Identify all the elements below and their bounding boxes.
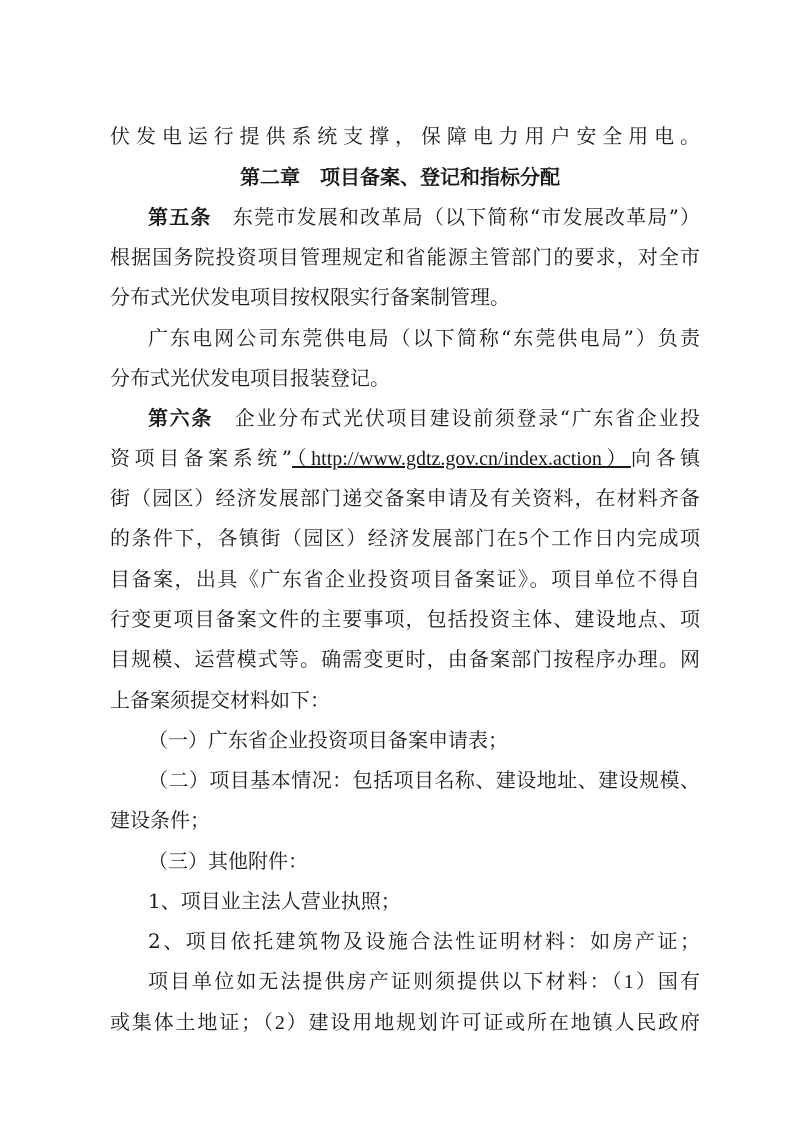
text-run: 东莞市发展和改革局（以下简称“市发展改革局”） [232,205,701,229]
text-run: （二）项目基本情况：包括项目名称、建设地址、建设规模、 [148,768,700,792]
text-run: 街（园区）经济发展部门递交备案申请及有关资料，在材料齐备 [110,486,700,510]
paragraph-line [110,1008,700,1037]
text-run: 资项目备案系统” [110,446,293,470]
text-run: 行变更项目备案文件的主要事项，包括投资主体、建设地点、项 [110,607,700,631]
text-run: 企业分布式光伏项目建设前须登录“广东省企业投 [234,406,700,430]
chapter-title: 第二章 项目备案、登记和指标分配 [240,165,560,189]
system-url-link[interactable]: （http://www.gdtz.gov.cn/index.action） [292,448,631,470]
text-run: 伏发电运行提供系统支撑，保障电力用户安全用电。 [110,124,700,148]
text-run: ）国有 [633,969,701,993]
text-run: 2、项目依托建筑物及设施合法性证明材料：如房产证； [148,929,700,953]
article-5-line [148,203,700,231]
paragraph-line [110,122,700,150]
text-run: 2 [274,1012,285,1034]
text-run: 分布式光伏发电项目报装登记。 [110,366,390,390]
article-5-line [110,283,700,311]
paragraph-line [110,364,700,392]
article-6-line [110,565,700,593]
text-run: 个工作日内完成项 [528,526,701,550]
article-6-label: 第六条 [148,406,214,430]
article-6-line [110,524,700,553]
text-run: 上备案须提交材料如下： [110,688,330,712]
text-run: 建设条件； [110,808,210,832]
article-6-line [110,605,700,633]
article-6-line [110,645,700,673]
text-run: （三）其他附件： [148,849,308,873]
list-item [148,847,700,875]
article-6-line [110,686,700,714]
paragraph-line [148,967,700,996]
article-5-label: 第五条 [148,205,212,229]
article-5-line [110,243,700,271]
paragraph-line [148,324,700,352]
text-run: 的条件下，各镇街（园区）经济发展部门在 [110,526,519,550]
text-run: 根据国务院投资项目管理规定和省能源主管部门的要求，对全市 [110,245,700,269]
article-6-line [110,484,700,512]
text-run: 1 [623,971,634,993]
list-item [148,726,700,754]
list-item [110,806,700,834]
article-6-line [148,404,700,432]
text-run: 广东电网公司东莞供电局（以下简称“东莞供电局”）负责 [148,326,700,350]
text-run: 向各镇 [630,446,701,470]
text-run: 项目单位如无法提供房产证则须提供以下材料：（ [148,969,624,993]
text-run: （一）广东省企业投资项目备案申请表； [148,728,508,752]
text-run: 1、项目业主法人营业执照； [148,889,401,913]
list-item [148,766,700,794]
text-run: 目规模、运营模式等。确需变更时，由备案部门按程序办理。网 [110,647,700,671]
article-6-line [110,444,700,473]
sub-list-item [148,927,700,955]
text-run: 或集体土地证；（ [110,1010,275,1034]
text-run: 5 [518,528,529,550]
sub-list-item [148,887,700,915]
text-run: 分布式光伏发电项目按权限实行备案制管理。 [110,285,510,309]
text-run: ）建设用地规划许可证或所在地镇人民政府 [284,1010,701,1034]
text-run: 目备案，出具《广东省企业投资项目备案证》。项目单位不得自 [110,567,700,591]
